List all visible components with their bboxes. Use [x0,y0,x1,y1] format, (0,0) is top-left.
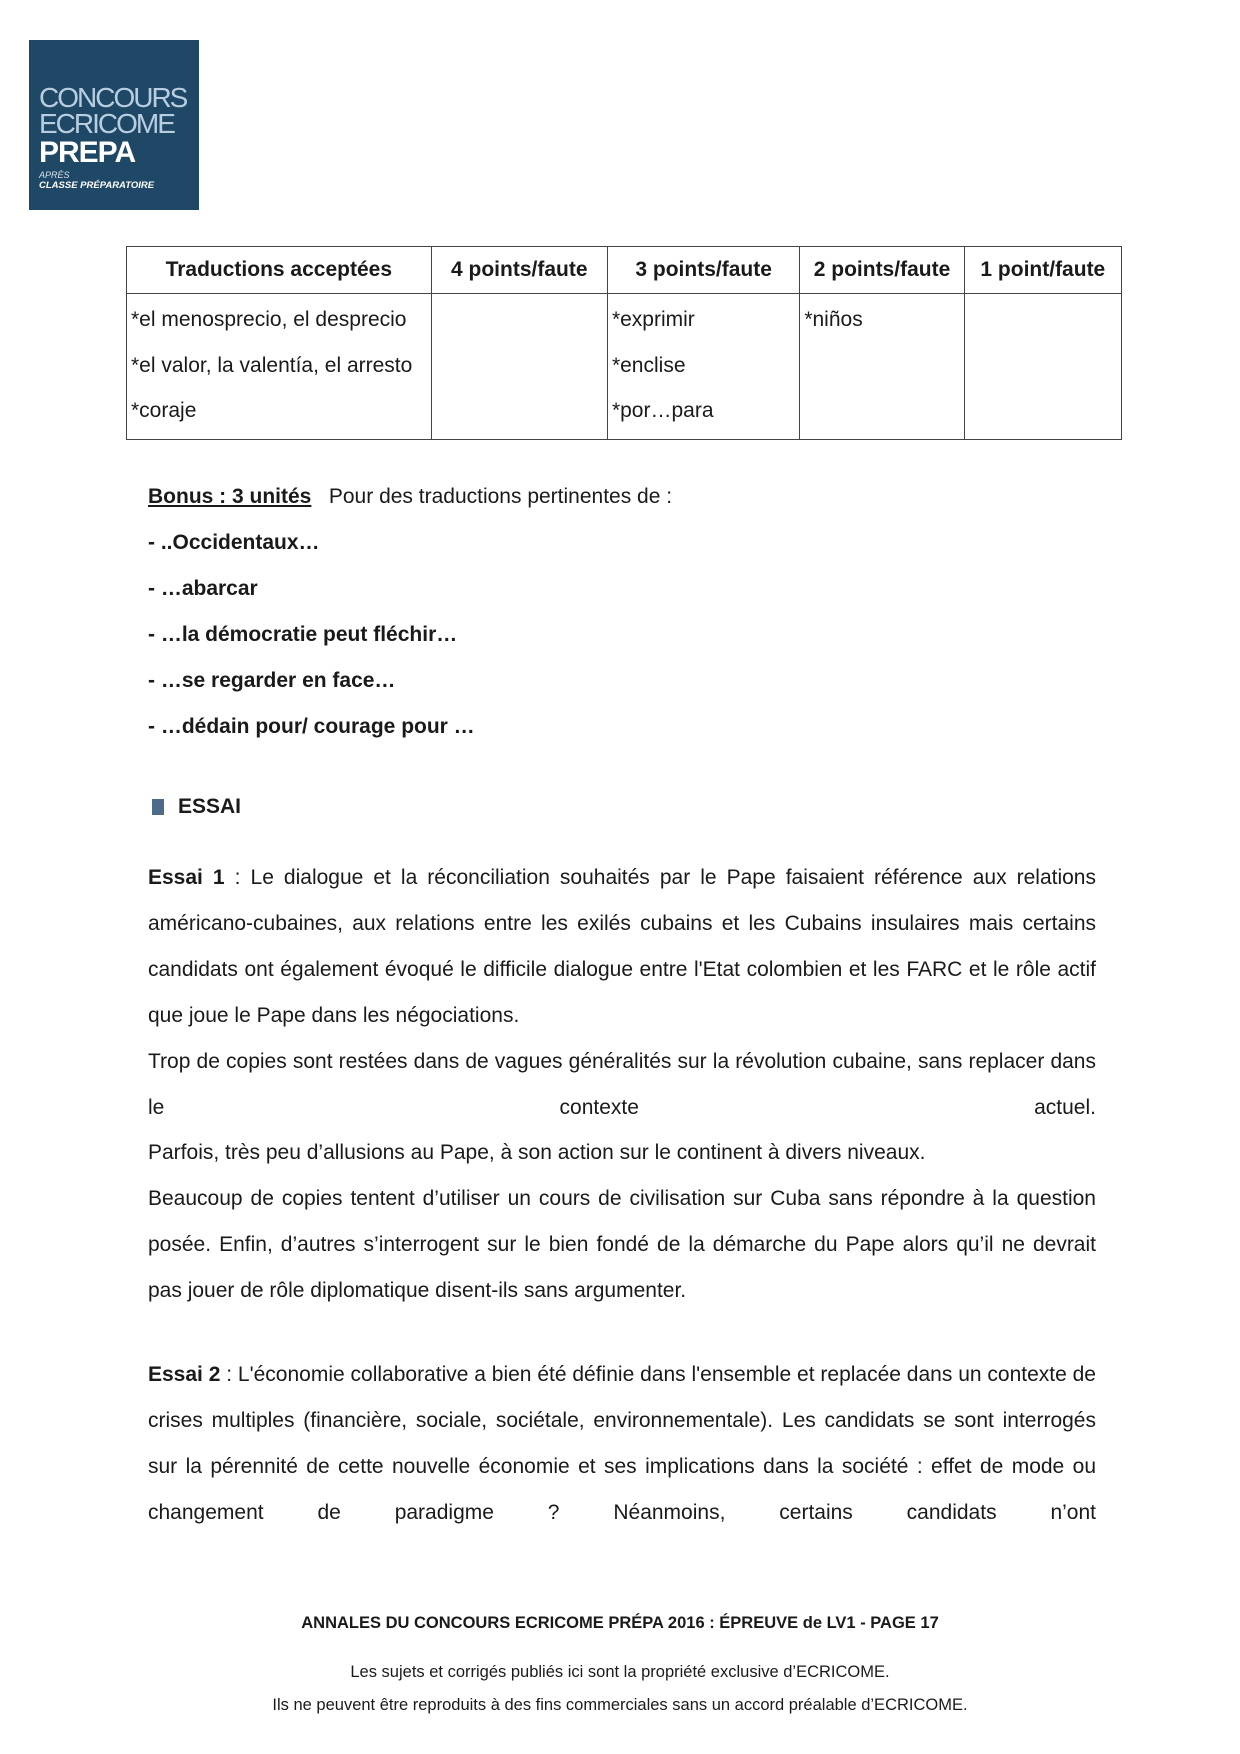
logo-line-prepa: PREPA [39,136,136,169]
cell-line: *coraje [131,399,197,422]
essai-heading-text: ESSAI [178,795,242,818]
list-item: - ..Occidentaux… [148,531,320,554]
list-item: - …abarcar [148,577,258,600]
cell-line: *enclise [611,353,686,377]
essai-2-section [148,1352,1096,1536]
essai-1-section [148,855,1096,1314]
essai-2-paragraph [148,1352,1096,1536]
grading-table [126,246,1122,440]
cell-line: *por…para [611,399,714,422]
ecricome-logo [29,40,199,210]
essai-1-paragraph-2: Trop de copies sont restées dans de vagues généralités sur la révolution cubaine, sans replacer dans le contexte actuel. [148,1049,1096,1119]
list-item: - …la démocratie peut fléchir… [148,623,458,646]
list-item: - …dédain pour/ courage pour … [148,715,475,738]
essai-1-text: : Le dialogue et la réconciliation souhaités par le Pape faisaient référence aux relations américano-cubaines, aux relations entre les exilés cubains et les Cubains insulaires mais certains candidats ont également évoqué le difficile dialogue entre l'Etat colombien et les FARC et le rôle actif que joue le Pape dans les négociations. [148,866,1096,1027]
header-2-points: 2 points/faute [800,247,964,294]
square-bullet-icon [152,799,164,815]
bonus-intro: Pour des traductions pertinentes de : [328,485,673,508]
cell-3-points [607,294,799,440]
essai-heading [152,795,241,819]
cell-1-point [964,294,1121,440]
cell-2-points [800,294,964,440]
bonus-heading [148,474,672,520]
header-1-point: 1 point/faute [964,247,1121,294]
cell-line: *niños [804,308,863,331]
footer-notice-2: Ils ne peuvent être reproduits à des fins commerciales sans un accord préalable d’ECRICOME. [272,1696,968,1714]
cell-line: *el valor, la valentía, el arresto [131,353,413,377]
logo-line-classe: CLASSE PRÉPARATOIRE [39,180,155,191]
table-header-row [127,247,1122,294]
bonus-section [148,474,672,750]
header-4-points: 4 points/faute [431,247,607,294]
cell-traductions [127,294,432,440]
logo-line-apres: APRÈS [39,170,70,180]
essai-2-text: : L'économie collaborative a bien été définie dans l'ensemble et replacée dans un contexte de crises multiples (financière, sociale, sociétale, environnementale). Les candidats se sont interrogés sur la pérennité de cette nouvelle économie et ses implications dans la société : effet de mode ou changement de paradigme ? Néanmoins, certains candidats n’ont [148,1363,1096,1524]
logo-line-concours: CONCOURS [39,82,187,113]
header-traductions: Traductions acceptées [127,247,432,294]
essai-1-paragraph [148,855,1096,1039]
table-row [127,294,1122,440]
cell-line: *exprimir [611,308,695,331]
footer-notice-1: Les sujets et corrigés publiés ici sont la propriété exclusive d’ECRICOME. [350,1663,890,1681]
essai-1-paragraph-3: Parfois, très peu d’allusions au Pape, à son action sur le continent à divers niveaux. [148,1141,926,1165]
cell-4-points [431,294,607,440]
footer-title: ANNALES DU CONCOURS ECRICOME PRÉPA 2016 : ÉPREUVE de LV1 - PAGE 17 [301,1614,939,1632]
cell-line: *el menosprecio, el desprecio [131,308,407,331]
logo-line-ecricome: ECRICOME [39,108,174,139]
bonus-label: Bonus : 3 unités [148,485,312,508]
essai-1-label: Essai 1 [148,866,225,889]
header-3-points: 3 points/faute [607,247,799,294]
list-item: - …se regarder en face… [148,669,396,692]
essai-2-label: Essai 2 [148,1363,221,1386]
essai-1-paragraph-4: Beaucoup de copies tentent d’utiliser un cours de civilisation sur Cuba sans répondre à la question posée. Enfin, d’autres s’interrogent sur le bien fondé de la démarche du Pape alors qu’il ne devrait pas jouer de rôle diplomatique disent-ils sans argumenter. [148,1187,1096,1303]
